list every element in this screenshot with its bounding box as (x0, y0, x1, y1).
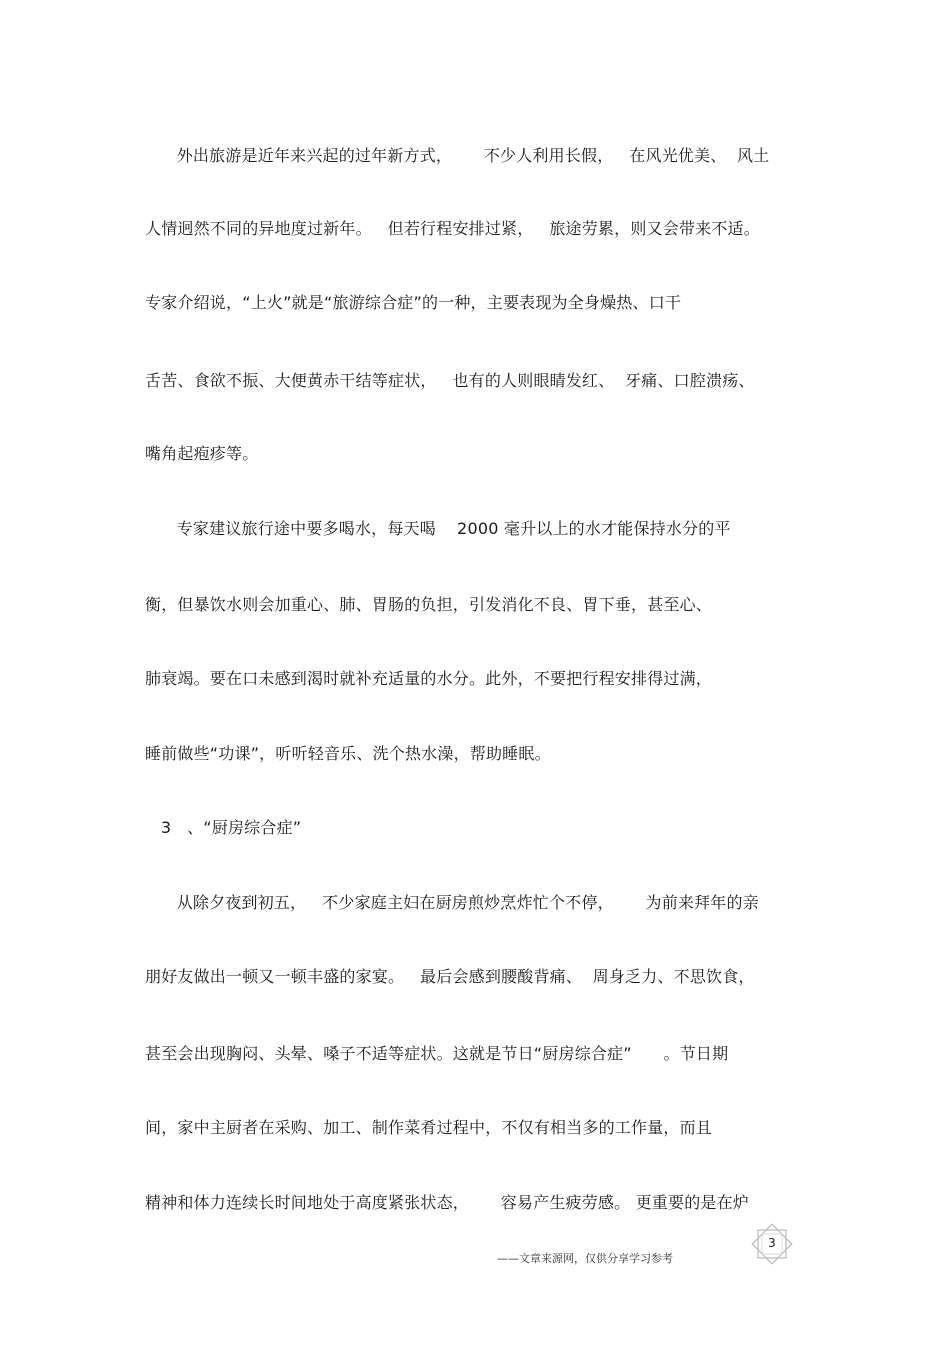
paragraph-line: 外出旅游是近年来兴起的过年新方式， 不少人利用长假， 在风光优美、 风土 (145, 146, 770, 165)
paragraph-line: 专家建议旅行途中要多喝水，每天喝 2000 毫升以上的水才能保持水分的平 (145, 519, 731, 538)
paragraph-line: 肺衰竭。要在口未感到渴时就补充适量的水分。此外，不要把行程安排得过满， (145, 669, 713, 688)
paragraph-line: 舌苦、食欲不振、大便黄赤干结等症状， 也有的人则眼睛发红、 牙痛、口腔溃疡、 (145, 371, 755, 390)
section-heading: 3 、“厨房综合症” (145, 818, 302, 837)
footer-note: ——文章来源网，仅供分享学习参考 (497, 1252, 673, 1265)
paragraph-line: 睡前做些“功课”，听听轻音乐、洗个热水澡，帮助睡眠。 (145, 744, 551, 763)
paragraph-line: 间，家中主厨者在采购、加工、制作菜肴过程中，不仅有相当多的工作量，而且 (145, 1118, 713, 1137)
paragraph-line: 人情迥然不同的异地度过新年。 但若行程安排过紧， 旅途劳累，则又会带来不适。 (145, 219, 760, 238)
paragraph-line: 朋好友做出一顿又一顿丰盛的家宴。 最后会感到腰酸背痛、 周身乏力、不思饮食， (145, 967, 755, 986)
paragraph-line: 衡，但暴饮水则会加重心、肺、胃肠的负担，引发消化不良、胃下垂，甚至心、 (145, 595, 713, 614)
paragraph-line: 甚至会出现胸闷、头晕、嗓子不适等症状。这就是节日“厨房综合症” 。节日期 (145, 1044, 729, 1063)
page-number-badge (748, 1222, 796, 1270)
paragraph-line: 精神和体力连续长时间地处于高度紧张状态， 容易产生疲劳感。 更重要的是在炉 (145, 1193, 750, 1212)
page-number: 3 (768, 1236, 776, 1250)
paragraph-line: 嘴角起疱疹等。 (145, 444, 259, 463)
paragraph-line: 从除夕夜到初五， 不少家庭主妇在厨房煎炒烹炸忙个不停， 为前来拜年的亲 (145, 893, 759, 912)
paragraph-line: 专家介绍说，“上火”就是“旅游综合症”的一种，主要表现为全身燥热、口干 (145, 293, 682, 312)
